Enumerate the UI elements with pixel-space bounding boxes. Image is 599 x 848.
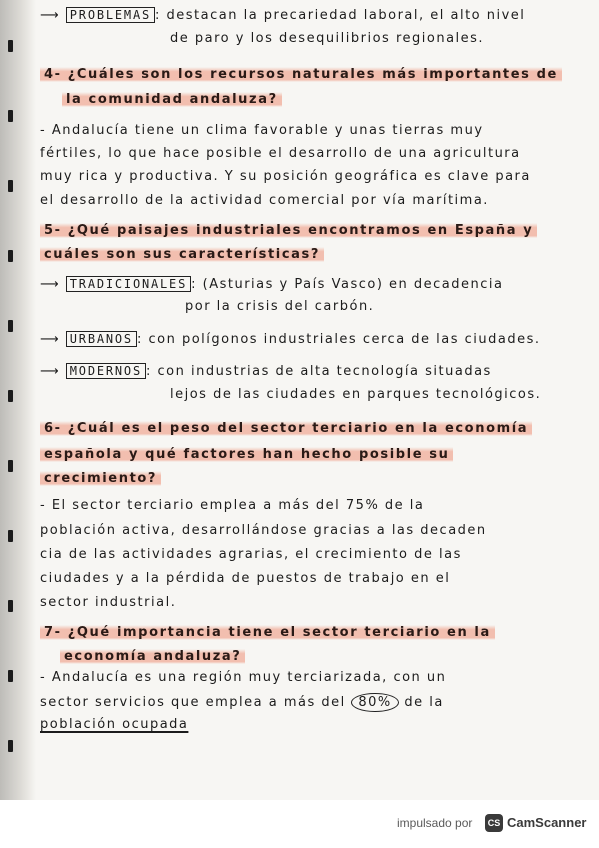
question-6-line-2 [40, 444, 585, 466]
highlighted-text: cuáles son sus características? [40, 247, 324, 262]
binding-hole [8, 600, 13, 612]
question-5-line-2 [40, 244, 585, 266]
camscanner-brand: CamScanner [507, 815, 587, 830]
answer-6-line-4: ciudades y a la pérdida de puestos de trabajo en el [40, 571, 451, 586]
arrow-icon: ⟶ [40, 277, 66, 292]
note-line [40, 360, 585, 382]
binding-hole [8, 320, 13, 332]
answer-4-line-2: fértiles, lo que hace posible el desarrollo de una agricultura [40, 146, 521, 161]
label-box-urban: URBANOS [66, 331, 137, 347]
binding-hole [8, 390, 13, 402]
circled-percentage: 80% [351, 693, 398, 712]
answer-6-line-1: - El sector terciario emplea a más del 75% de la [40, 498, 425, 513]
binding-hole [8, 110, 13, 122]
arrow-icon: ⟶ [40, 332, 66, 347]
label-box-traditional: TRADICIONALES [66, 276, 191, 292]
label-box-problems: PROBLEMAS [66, 7, 155, 23]
answer-4-line-4: el desarrollo de la actividad comercial por vía marítima. [40, 193, 489, 208]
binding-hole [8, 740, 13, 752]
camscanner-logo-icon: CS [485, 814, 503, 832]
question-4-line-1 [40, 64, 585, 86]
answer-7-line-1: - Andalucía es una región muy terciarizada, con un [40, 670, 447, 685]
note-text: : con industrias de alta tecnología situadas [145, 364, 492, 379]
note-text: : con polígonos industriales cerca de las ciudades. [136, 332, 541, 347]
highlighted-text: economía andaluza? [60, 649, 245, 664]
highlighted-text: española y qué factores han hecho posible su [40, 447, 453, 462]
highlighted-text: 7- ¿Qué importancia tiene el sector terciario en la [40, 625, 495, 640]
note-line [40, 4, 585, 26]
binding-hole [8, 670, 13, 682]
binding-hole [8, 460, 13, 472]
binding-hole [8, 40, 13, 52]
notebook-spine [0, 0, 36, 800]
underlined-text: población ocupada [40, 717, 189, 732]
question-6-line-1 [40, 418, 585, 440]
note-line: de paro y los desequilibrios regionales. [170, 31, 485, 46]
highlighted-text: 4- ¿Cuáles son los recursos naturales más importantes de [40, 67, 562, 82]
note-line [40, 273, 585, 295]
question-4-line-2 [62, 89, 585, 111]
highlighted-text: crecimiento? [40, 471, 161, 486]
highlighted-text: 5- ¿Qué paisajes industriales encontramos en España y [40, 223, 537, 238]
answer-6-line-2: población activa, desarrollándose gracias a las decaden [40, 523, 487, 538]
binding-hole [8, 250, 13, 262]
answer-6-line-3: cia de las actividades agrarias, el crecimiento de las [40, 547, 462, 562]
question-7-line-1 [40, 622, 585, 644]
powered-by-label: impulsado por [397, 816, 473, 830]
highlighted-text: la comunidad andaluza? [62, 92, 282, 107]
answer-4-line-3: muy rica y productiva. Y su posición geográfica es clave para [40, 169, 531, 184]
highlighted-text: 6- ¿Cuál es el peso del sector terciario en la economía [40, 421, 532, 436]
note-text: sector servicios que emplea a más del [40, 695, 346, 710]
question-7-line-2 [60, 646, 585, 668]
note-line: por la crisis del carbón. [185, 299, 375, 314]
answer-6-line-5: sector industrial. [40, 595, 177, 610]
note-line [40, 328, 585, 350]
note-text: de la [404, 695, 444, 710]
answer-4-line-1: - Andalucía tiene un clima favorable y unas tierras muy [40, 123, 484, 138]
arrow-icon: ⟶ [40, 364, 66, 379]
question-5-line-1 [40, 220, 585, 242]
answer-7-line-3 [40, 714, 585, 736]
arrow-icon: ⟶ [40, 8, 66, 23]
binding-hole [8, 180, 13, 192]
label-box-modern: MODERNOS [66, 363, 146, 379]
note-text: : (Asturias y País Vasco) en decadencia [191, 277, 504, 292]
answer-7-line-2 [40, 692, 585, 714]
question-6-line-3 [40, 468, 585, 490]
note-line: lejos de las ciudades en parques tecnológicos. [170, 387, 542, 402]
binding-hole [8, 530, 13, 542]
note-text: : destacan la precariedad laboral, el alto nivel [155, 8, 526, 23]
